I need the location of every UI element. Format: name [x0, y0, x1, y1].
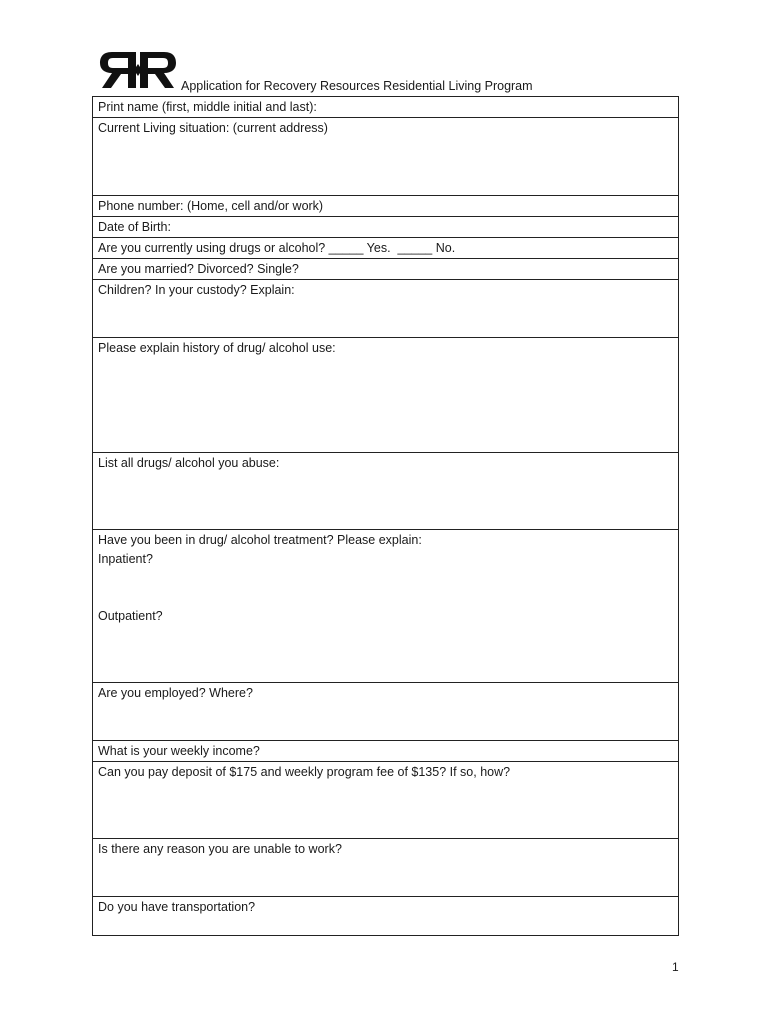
income-field[interactable]: [93, 741, 679, 762]
employed-label: Are you employed? Where?: [98, 686, 253, 700]
treatment-field[interactable]: [93, 530, 679, 683]
children-field[interactable]: [93, 280, 679, 338]
living-situation-label: Current Living situation: (current address): [98, 121, 328, 135]
outpatient-label: Outpatient?: [98, 609, 163, 623]
drugs-list-field[interactable]: [93, 453, 679, 530]
drugs-list-label: List all drugs/ alcohol you abuse:: [98, 456, 280, 470]
living-situation-field[interactable]: [93, 118, 679, 196]
page-number: 1: [672, 960, 679, 974]
document-title: Application for Recovery Resources Residential Living Program: [181, 79, 533, 93]
using-drugs-label: Are you currently using drugs or alcohol? _____ Yes. _____ No.: [98, 241, 456, 255]
deposit-field[interactable]: [93, 762, 679, 839]
marital-label: Are you married? Divorced? Single?: [98, 262, 299, 276]
treatment-label: Have you been in drug/ alcohol treatment? Please explain:: [98, 533, 422, 547]
transportation-field[interactable]: [93, 897, 679, 936]
income-label: What is your weekly income?: [98, 744, 260, 758]
history-label: Please explain history of drug/ alcohol use:: [98, 341, 336, 355]
phone-label: Phone number: (Home, cell and/or work): [98, 199, 324, 213]
dob-label: Date of Birth:: [98, 220, 171, 234]
unable-work-label: Is there any reason you are unable to work?: [98, 842, 342, 856]
transportation-label: Do you have transportation?: [98, 900, 256, 914]
children-label: Children? In your custody? Explain:: [98, 283, 295, 297]
inpatient-label: Inpatient?: [98, 552, 153, 566]
dob-field[interactable]: [93, 217, 679, 238]
application-form: [92, 96, 679, 936]
rr-logo: [98, 50, 178, 90]
deposit-label: Can you pay deposit of $175 and weekly program fee of $135? If so, how?: [98, 765, 511, 779]
phone-field[interactable]: [93, 196, 679, 217]
print-name-label: Print name (first, middle initial and last):: [98, 100, 317, 114]
print-name-field[interactable]: [93, 97, 679, 118]
history-field[interactable]: [93, 338, 679, 453]
marital-field[interactable]: [93, 259, 679, 280]
employed-field[interactable]: [93, 683, 679, 741]
unable-work-field[interactable]: [93, 839, 679, 897]
using-drugs-field[interactable]: [93, 238, 679, 259]
